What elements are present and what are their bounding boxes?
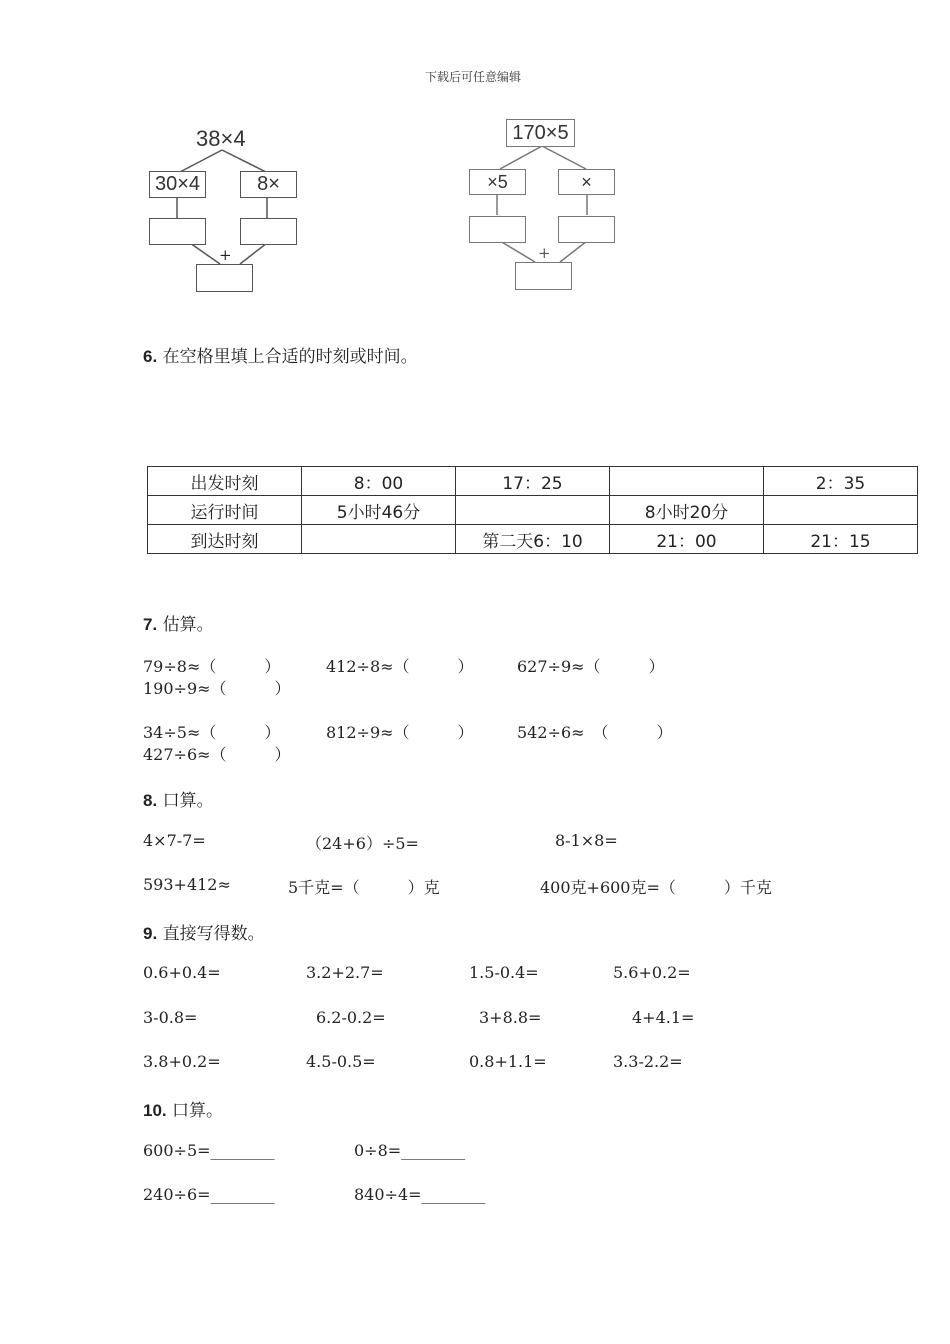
- estimate-item[interactable]: 34÷5≈（ ）: [143, 723, 281, 742]
- question-8-title: [143, 786, 214, 811]
- calc-item[interactable]: 240÷6=________: [143, 1185, 275, 1204]
- row-label-departure: 出发时刻: [148, 467, 302, 496]
- diagram-1-right-box: 8×: [240, 171, 297, 198]
- diagram-2-right-box: ×: [558, 169, 615, 195]
- table-cell[interactable]: 5小时46分: [302, 496, 456, 525]
- table-row: [148, 496, 918, 525]
- question-9-number: 9.: [143, 924, 158, 943]
- row-label-arrival: 到达时刻: [148, 525, 302, 554]
- diagram-2-sum-box[interactable]: [515, 262, 572, 290]
- calc-item[interactable]: 4+4.1=: [632, 1008, 695, 1027]
- diagram-1-sum-box[interactable]: [196, 264, 253, 292]
- calc-item[interactable]: 3.3-2.2=: [613, 1052, 683, 1071]
- diagram-2-plus-sign: +: [538, 244, 551, 262]
- calc-item[interactable]: 5千克=（ ）克: [288, 878, 440, 897]
- table-cell[interactable]: 2：35: [764, 467, 918, 496]
- diagram-1-right-answer-box[interactable]: [240, 218, 297, 245]
- estimate-item[interactable]: 79÷8≈（ ）: [143, 657, 281, 676]
- calc-item[interactable]: 0.8+1.1=: [469, 1052, 547, 1071]
- diagram-2-top-box: 170×5: [506, 119, 575, 147]
- question-6-text: 在空格里填上合适的时刻或时间。: [162, 347, 418, 367]
- calc-item[interactable]: 3-0.8=: [143, 1008, 198, 1027]
- table-cell[interactable]: 8小时20分: [610, 496, 764, 525]
- diagram-2-right-answer-box[interactable]: [558, 216, 615, 243]
- question-6-number: 6.: [143, 347, 158, 366]
- row-label-duration: 运行时间: [148, 496, 302, 525]
- diagram-1-top-label: 38×4: [196, 126, 246, 151]
- calc-item[interactable]: 3.2+2.7=: [306, 963, 384, 982]
- page-header: 下载后可任意编辑: [425, 70, 522, 84]
- estimate-item[interactable]: 412÷8≈（ ）: [326, 657, 474, 676]
- question-7-number: 7.: [143, 615, 158, 634]
- table-cell[interactable]: 17：25: [456, 467, 610, 496]
- estimate-item[interactable]: 190÷9≈（ ）: [143, 679, 291, 698]
- question-8-text: 口算。: [162, 791, 214, 811]
- question-9-text: 直接写得数。: [162, 924, 265, 944]
- estimate-item[interactable]: 542÷6≈ （ ）: [517, 723, 673, 742]
- calc-item[interactable]: 600÷5=________: [143, 1141, 275, 1160]
- table-cell[interactable]: [302, 525, 456, 554]
- table-cell[interactable]: [456, 496, 610, 525]
- calc-item[interactable]: 0.6+0.4=: [143, 963, 221, 982]
- calc-item[interactable]: 4.5-0.5=: [306, 1052, 376, 1071]
- estimate-item[interactable]: 627÷9≈（ ）: [517, 657, 665, 676]
- calc-item[interactable]: 840÷4=________: [354, 1185, 486, 1204]
- table-cell[interactable]: [610, 467, 764, 496]
- calc-item[interactable]: 400克+600克=（ ）千克: [540, 878, 772, 897]
- calc-item[interactable]: 3+8.8=: [479, 1008, 542, 1027]
- diagram-2-left-answer-box[interactable]: [469, 216, 526, 243]
- table-row: [148, 467, 918, 496]
- table-cell[interactable]: 8：00: [302, 467, 456, 496]
- question-7-title: [143, 610, 214, 635]
- diagram-1-left-box: 30×4: [149, 171, 206, 198]
- calc-item[interactable]: 4×7-7=: [143, 831, 206, 850]
- question-10-text: 口算。: [172, 1101, 224, 1121]
- diagram-2-left-box: ×5: [469, 169, 526, 195]
- estimate-item[interactable]: 812÷9≈（ ）: [326, 723, 474, 742]
- calc-item[interactable]: 593+412≈: [143, 875, 231, 894]
- question-7-text: 估算。: [162, 615, 214, 635]
- diagram-1-plus-sign: +: [219, 246, 232, 264]
- diagram-1-left-answer-box[interactable]: [149, 218, 206, 245]
- table-cell[interactable]: 第二天6：10: [456, 525, 610, 554]
- table-cell[interactable]: 21：00: [610, 525, 764, 554]
- estimate-item[interactable]: 427÷6≈（ ）: [143, 745, 291, 764]
- table-row: [148, 525, 918, 554]
- question-9-title: [143, 919, 265, 944]
- calc-item[interactable]: 8-1×8=: [555, 831, 618, 850]
- calc-item[interactable]: 5.6+0.2=: [613, 963, 691, 982]
- time-table: [147, 466, 918, 554]
- calc-item[interactable]: 1.5-0.4=: [469, 963, 539, 982]
- calc-item[interactable]: （24+6）÷5=: [306, 834, 419, 853]
- table-cell[interactable]: [764, 496, 918, 525]
- calc-item[interactable]: 6.2-0.2=: [316, 1008, 386, 1027]
- question-10-number: 10.: [143, 1101, 167, 1120]
- question-8-number: 8.: [143, 791, 158, 810]
- question-10-title: [143, 1096, 223, 1121]
- question-6-title: [143, 342, 418, 367]
- calc-item[interactable]: 3.8+0.2=: [143, 1052, 221, 1071]
- table-cell[interactable]: 21：15: [764, 525, 918, 554]
- calc-item[interactable]: 0÷8=________: [354, 1141, 466, 1160]
